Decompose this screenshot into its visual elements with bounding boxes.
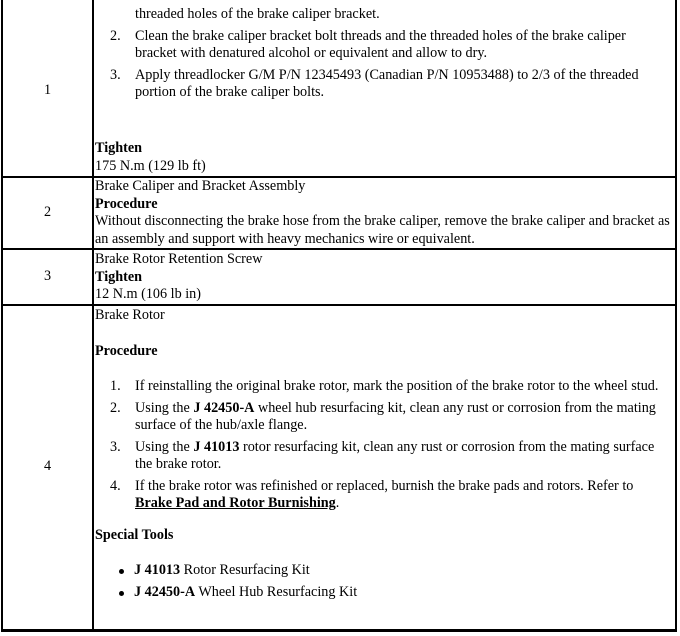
list-item <box>95 28 671 63</box>
tool-code: J 41013 <box>134 562 181 578</box>
list-number: 2. <box>110 27 121 44</box>
list-item <box>95 439 671 474</box>
step-title: Brake Rotor Retention Screw <box>95 251 263 267</box>
tool-code: J 42450-A <box>193 399 255 416</box>
list-text: Apply threadlocker G/M P/N 12345493 (Canadian P/N 10953488) to 2/3 of the threaded portion of the brake caliper bolts. <box>135 66 639 100</box>
tool-code: J 41013 <box>193 438 240 455</box>
list-item <box>95 67 671 102</box>
tool-name: Wheel Hub Resurfacing Kit <box>195 583 358 600</box>
list-text: rotor resurfacing kit, clean any rust or corrosion from the mating surface the brake rotor. <box>135 438 655 472</box>
bullet-icon <box>119 569 124 574</box>
table-row <box>3 178 675 248</box>
list-text: Clean the brake caliper bracket bolt threads and the threaded holes of the brake caliper bracket with denatured alcohol or equivalent and allow to dry. <box>135 27 626 61</box>
list-text: Using the <box>135 438 194 455</box>
list-item <box>95 584 671 602</box>
step-title: Brake Rotor <box>95 307 165 323</box>
tighten-spec <box>95 140 671 175</box>
special-tools-label: Special Tools <box>95 526 174 543</box>
step-content <box>95 178 671 248</box>
step-number: 3 <box>43 268 52 284</box>
list-item <box>95 378 671 396</box>
step-content <box>95 251 671 304</box>
tighten-label: Tighten <box>95 140 143 156</box>
tools-list <box>95 562 671 601</box>
tool-name: Rotor Resurfacing Kit <box>180 562 310 578</box>
procedure-text: Without disconnecting the brake hose from the brake caliper, remove the brake caliper and bracket as an assembly and support with heavy mechanics wire or equivalent. <box>95 213 670 247</box>
tighten-label: Tighten <box>95 268 143 285</box>
step-title: Brake Caliper and Bracket Assembly <box>95 178 306 194</box>
list-item <box>95 6 671 24</box>
table-row <box>3 250 675 304</box>
procedure-table <box>1 0 677 632</box>
tool-code: J 42450-A <box>134 583 196 600</box>
step-number: 2 <box>43 204 52 220</box>
list-text: threaded holes of the brake caliper bracket. <box>135 6 380 22</box>
step-number: 1 <box>43 82 52 98</box>
step-content <box>95 307 671 605</box>
table-row <box>3 306 675 632</box>
list-number: 3. <box>110 66 121 83</box>
step-content <box>95 6 671 106</box>
table-row <box>3 0 675 176</box>
list-text: Using the <box>135 399 194 416</box>
procedure-label: Procedure <box>95 342 158 359</box>
brake-pad-rotor-burnishing-link[interactable]: Brake Pad and Rotor Burnishing <box>135 495 336 511</box>
list-text: If the brake rotor was refinished or replaced, burnish the brake pads and rotors. Refer to <box>135 477 634 494</box>
list-text: If reinstalling the original brake rotor, mark the position of the brake rotor to the wheel stud. <box>135 378 659 394</box>
list-item <box>95 400 671 435</box>
tighten-value: 12 N.m (106 lb in) <box>95 286 202 302</box>
list-text: . <box>335 495 340 511</box>
list-item <box>95 478 671 513</box>
list-number: 4. <box>110 477 121 494</box>
list-number: 1. <box>110 378 121 394</box>
procedure-steps <box>95 378 671 513</box>
procedure-label: Procedure <box>95 195 158 212</box>
bullet-icon <box>119 591 124 596</box>
tighten-value: 175 N.m (129 lb ft) <box>95 157 206 174</box>
list-number: 2. <box>110 399 121 416</box>
list-item <box>95 562 671 580</box>
step-number: 4 <box>43 458 52 474</box>
list-text: wheel hub resurfacing kit, clean any rust or corrosion from the mating surface of the hub/axle flange. <box>135 399 656 433</box>
list-number: 3. <box>110 438 121 455</box>
